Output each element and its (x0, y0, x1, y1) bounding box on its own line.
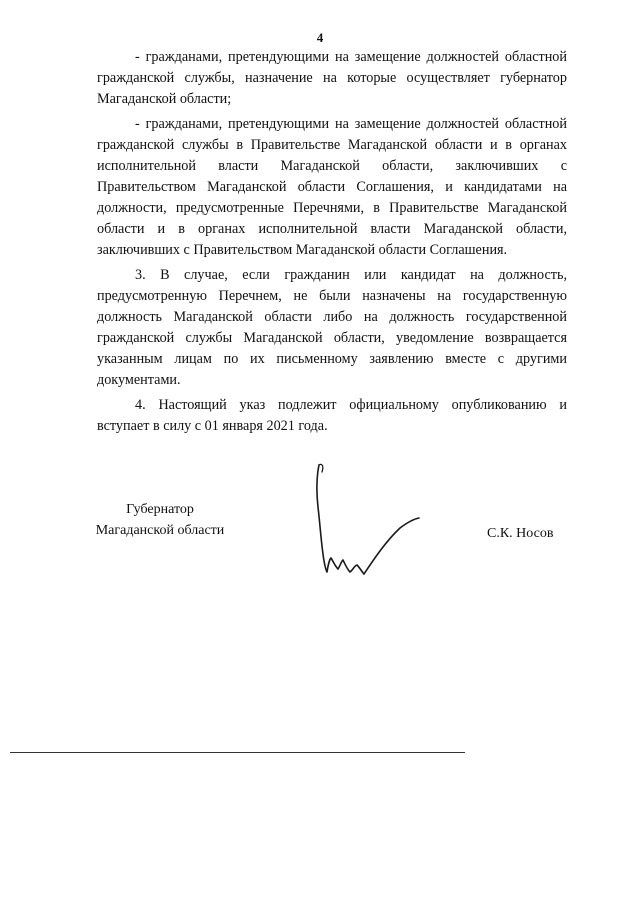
signatory-name: С.К. Носов (487, 526, 554, 541)
page-number: 4 (316, 30, 324, 45)
clause-4-paragraph: 4. Настоящий указ подлежит официальному опубликованию и вступает в силу с 01 января 2021 года. (97, 397, 567, 434)
signatory-position-line-1: Губернатор (126, 502, 194, 517)
clause-3-paragraph: 3. В случае, если гражданин или кандидат на должность, предусмотренную Перечнем, не были назначены на государственную должность Магаданской области либо на должность государственной гражданской службы Магаданской области, уведомление возвращается указанным лицам по их письменному заявлению вместе с другими документами. (97, 267, 567, 388)
footer-divider (10, 752, 465, 753)
handwritten-signature (300, 462, 430, 587)
signatory-position-line-2: Магаданской области (95, 523, 225, 538)
list-item-paragraph-2: - гражданами, претендующими на замещение должностей областной гражданской службы в Правительстве Магаданской области и в органах исполнительной власти Магаданской области, заключивших с Правительством Магаданской области Соглашения, и кандидатами на должности, предусмотренные Перечнями, в Правительстве Магаданской области и в органах исполнительной власти Магаданской области, заключивших с Правительством Магаданской области Соглашения. (97, 116, 567, 258)
document-body (97, 47, 567, 437)
list-item-paragraph-1: - гражданами, претендующими на замещение должностей областной гражданской службы, назначение на которые осуществляет губернатор Магаданской области; (97, 49, 567, 107)
signatory-position (90, 499, 230, 541)
